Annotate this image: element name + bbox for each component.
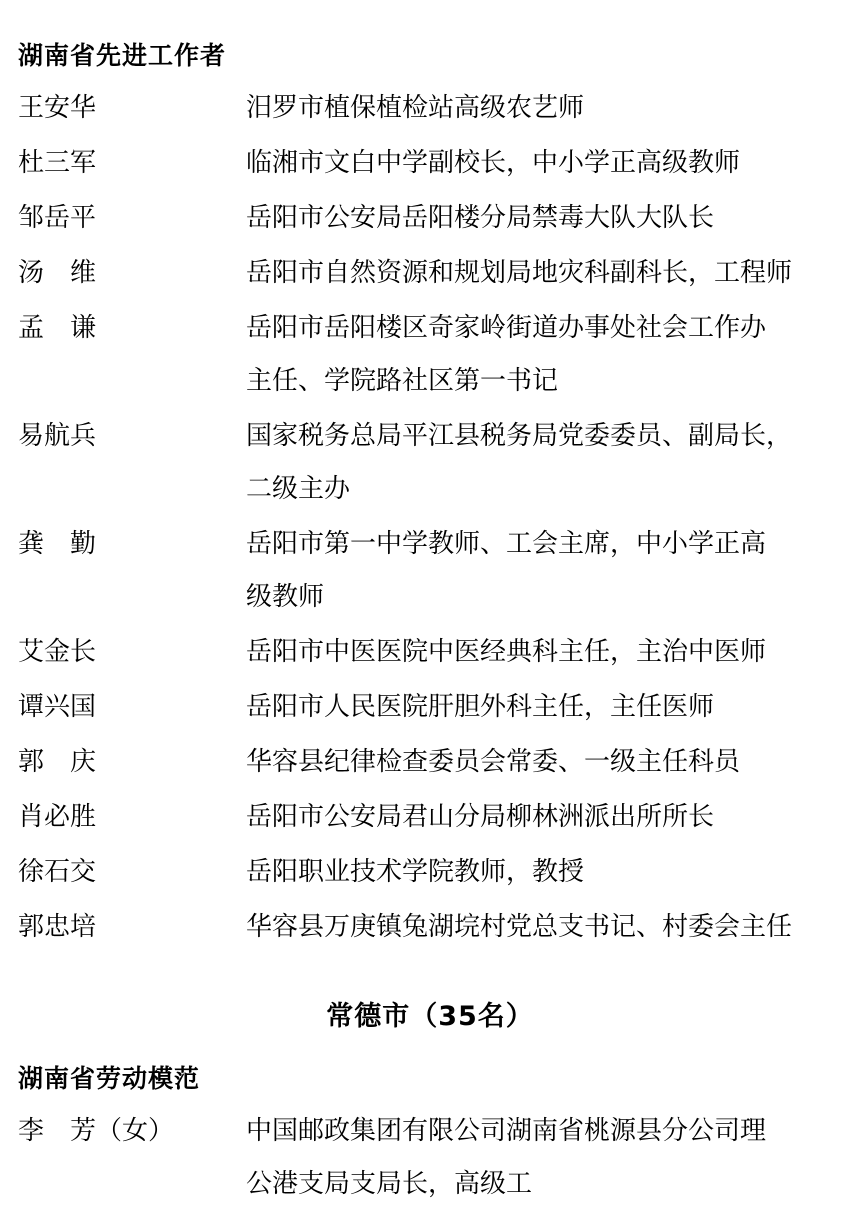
entry-title-line: 岳阳市岳阳楼区奇家岭街道办事处社会工作办	[246, 313, 767, 343]
entry-name: 汤 维	[18, 258, 97, 288]
list-item	[18, 791, 842, 844]
entry-title	[246, 901, 842, 954]
entry-title-line: 二级主办	[246, 474, 351, 504]
entry-name: 邹岳平	[18, 203, 97, 233]
entry-name: 谭兴国	[18, 692, 97, 722]
entry-name: 徐石交	[18, 857, 97, 887]
entry-title-line: 汨罗市植保植检站高级农艺师	[246, 93, 585, 123]
entry-name: 郭 庆	[18, 747, 97, 777]
section-heading-labor-models: 湖南省劳动模范	[18, 1064, 201, 1093]
list-item	[18, 681, 842, 734]
entry-title-line: 华容县万庚镇兔湖垸村党总支书记、村委会主任	[246, 912, 793, 942]
list-item	[18, 736, 842, 789]
entry-name: 龚 勤	[18, 529, 97, 559]
entry-title-line: 临湘市文白中学副校长，中小学正高级教师	[246, 148, 741, 178]
entry-title-line: 岳阳市人民医院肝胆外科主任，主任医师	[246, 692, 715, 722]
entry-name: 郭忠培	[18, 912, 97, 942]
entry-title-line: 岳阳市中医医院中医经典科主任，主治中医师	[246, 637, 767, 667]
entry-name: 杜三军	[18, 148, 97, 178]
list-item	[18, 846, 842, 899]
entry-title	[246, 518, 842, 624]
entry-title-line: 级教师	[246, 582, 325, 612]
entry-title-line: 岳阳市自然资源和规划局地灾科副科长，工程师	[246, 258, 793, 288]
entry-title-line: 岳阳市第一中学教师、工会主席，中小学正高	[246, 529, 767, 559]
entry-name: 孟 谦	[18, 313, 97, 343]
entry-title	[246, 791, 842, 844]
entry-title-line: 主任、学院路社区第一书记	[246, 366, 559, 396]
list-item	[18, 302, 842, 408]
entry-title-line: 公港支局支局长，高级工	[246, 1169, 533, 1199]
entry-title	[246, 846, 842, 899]
list-item	[18, 410, 842, 516]
entry-title	[246, 192, 842, 245]
entry-title	[246, 82, 842, 135]
list-item	[18, 626, 842, 679]
entry-title	[246, 1105, 842, 1211]
entry-title	[246, 247, 842, 300]
list-item	[18, 518, 842, 624]
section-heading-advanced-workers: 湖南省先进工作者	[18, 41, 227, 70]
entry-title-line: 中国邮政集团有限公司湖南省桃源县分公司理	[246, 1116, 767, 1146]
list-item	[18, 137, 842, 190]
entry-name: 易航兵	[18, 421, 97, 451]
entry-title	[246, 736, 842, 789]
list-item	[18, 901, 842, 954]
list-item	[18, 82, 842, 135]
list-item	[18, 247, 842, 300]
entry-name: 肖必胜	[18, 802, 97, 832]
entry-title	[246, 626, 842, 679]
entry-title	[246, 410, 842, 516]
entry-name: 李 芳（女）	[18, 1116, 175, 1146]
entry-title-line: 岳阳市公安局岳阳楼分局禁毒大队大队长	[246, 203, 715, 233]
entry-title-line: 岳阳职业技术学院教师，教授	[246, 857, 585, 887]
entry-name: 艾金长	[18, 637, 97, 667]
entry-title	[246, 681, 842, 734]
list-item	[18, 192, 842, 245]
city-heading: 常德市（35名）	[326, 1001, 534, 1032]
entry-title-line: 华容县纪律检查委员会常委、一级主任科员	[246, 747, 741, 777]
entry-name: 王安华	[18, 93, 97, 123]
list-item	[18, 1105, 842, 1211]
entry-title-line: 国家税务总局平江县税务局党委委员、副局长，	[246, 421, 793, 451]
entry-title	[246, 137, 842, 190]
entry-title-line: 岳阳市公安局君山分局柳林洲派出所所长	[246, 802, 715, 832]
entry-title	[246, 302, 842, 408]
